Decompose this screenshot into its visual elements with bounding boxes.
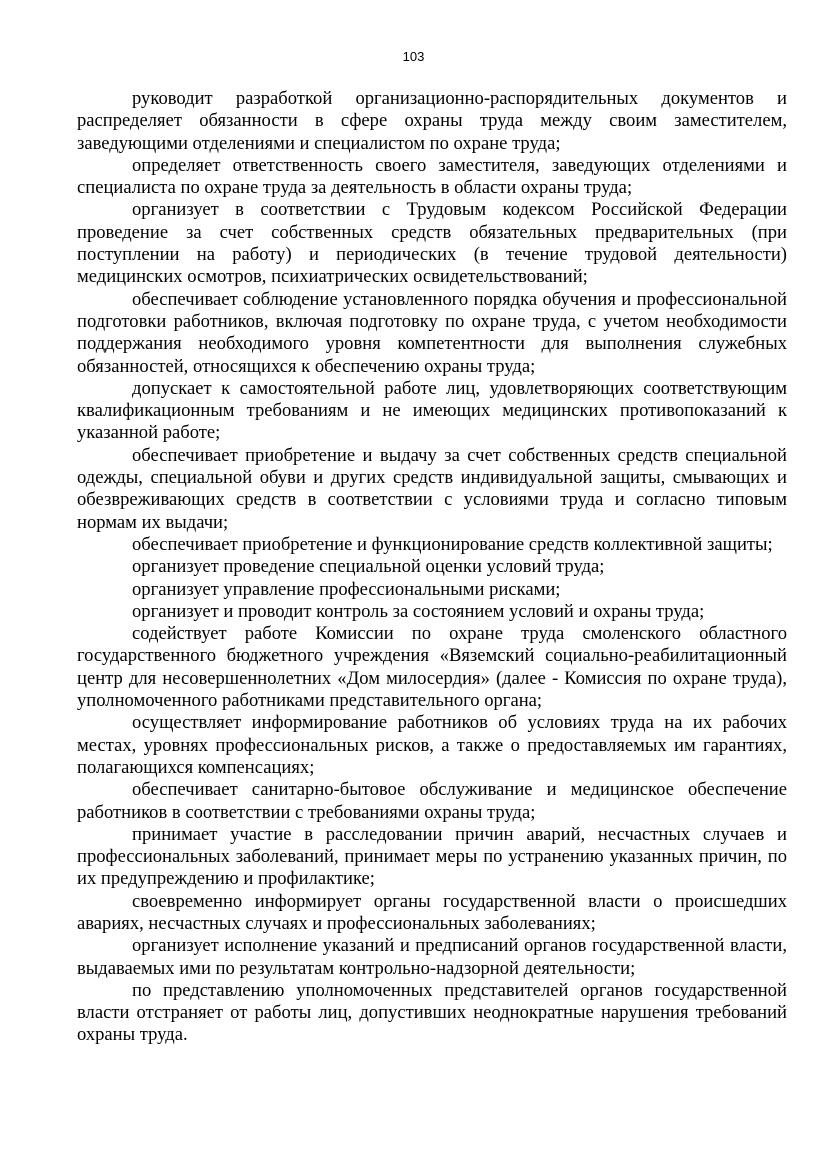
page-number: 103 — [402, 49, 425, 64]
paragraph-6: обеспечивает приобретение и выдачу за счет собственных средств специальной одежды, специальной обуви и других средств индивидуальной защиты, смывающих и обезвреживающих средств в соответствии с условиями труда и согласно типовым нормам их выдачи; — [77, 444, 787, 533]
paragraph-12: осуществляет информирование работников об условиях труда на их рабочих местах, уровнях профессиональных рисков, а также о предоставляемых им гарантиях, полагающихся компенсациях; — [77, 712, 787, 778]
paragraph-3: организует в соответствии с Трудовым кодексом Российской Федерации проведение за счет собственных средств обязательных предварительных (при поступлении на работу) и периодических (в течение трудовой деятельности) медицинских осмотров, психиатрических освидетельствований; — [77, 199, 787, 288]
paragraph-16: организует исполнение указаний и предписаний органов государственной власти, выдаваемых ими по результатам контрольно-надзорной деятельности; — [77, 935, 787, 979]
paragraph-4: обеспечивает соблюдение установленного порядка обучения и профессиональной подготовки работников, включая подготовку по охране труда, с учетом необходимости поддержания необходимого уровня компетентности для выполнения служебных обязанностей, относящихся к обеспечению охраны труда; — [77, 288, 787, 377]
paragraph-9: организует управление профессиональными рисками; — [132, 578, 561, 600]
paragraph-11: содействует работе Комиссии по охране труда смоленского областного государственного бюджетного учреждения «Вяземский социально-реабилитационный центр для несовершеннолетних «Дом милосердия» (далее - Комиссия по охране труда), уполномоченного работниками представительного органа; — [77, 623, 787, 712]
document-body — [77, 88, 787, 1047]
paragraph-8: организует проведение специальной оценки условий труда; — [132, 556, 605, 578]
paragraph-13: обеспечивает санитарно-бытовое обслуживание и медицинское обеспечение работников в соответствии с требованиями охраны труда; — [77, 779, 787, 823]
paragraph-1: руководит разработкой организационно-распорядительных документов и распределяет обязанности в сфере охраны труда между своим заместителем, заведующими отделениями и специалистом по охране труда; — [77, 88, 787, 154]
paragraph-15: своевременно информирует органы государственной власти о происшедших авариях, несчастных случаях и профессиональных заболеваниях; — [77, 890, 787, 934]
paragraph-2: определяет ответственность своего заместителя, заведующих отделениями и специалиста по охране труда за деятельность в области охраны труда; — [77, 154, 787, 199]
paragraph-14: принимает участие в расследовании причин аварий, несчастных случаев и профессиональных заболеваний, принимает меры по устранению указанных причин, по их предупреждению и профилактике; — [77, 823, 787, 890]
paragraph-10: организует и проводит контроль за состоянием условий и охраны труда; — [132, 600, 705, 622]
paragraph-5: допускает к самостоятельной работе лиц, удовлетворяющих соответствующим квалификационным требованиям и не имеющих медицинских противопоказаний к указанной работе; — [77, 377, 787, 444]
paragraph-17: по представлению уполномоченных представителей органов государственной власти отстраняет от работы лиц, допустивших неоднократные нарушения требований охраны труда. — [77, 979, 787, 1046]
paragraph-7: обеспечивает приобретение и функционирование средств коллективной защиты; — [132, 533, 773, 555]
